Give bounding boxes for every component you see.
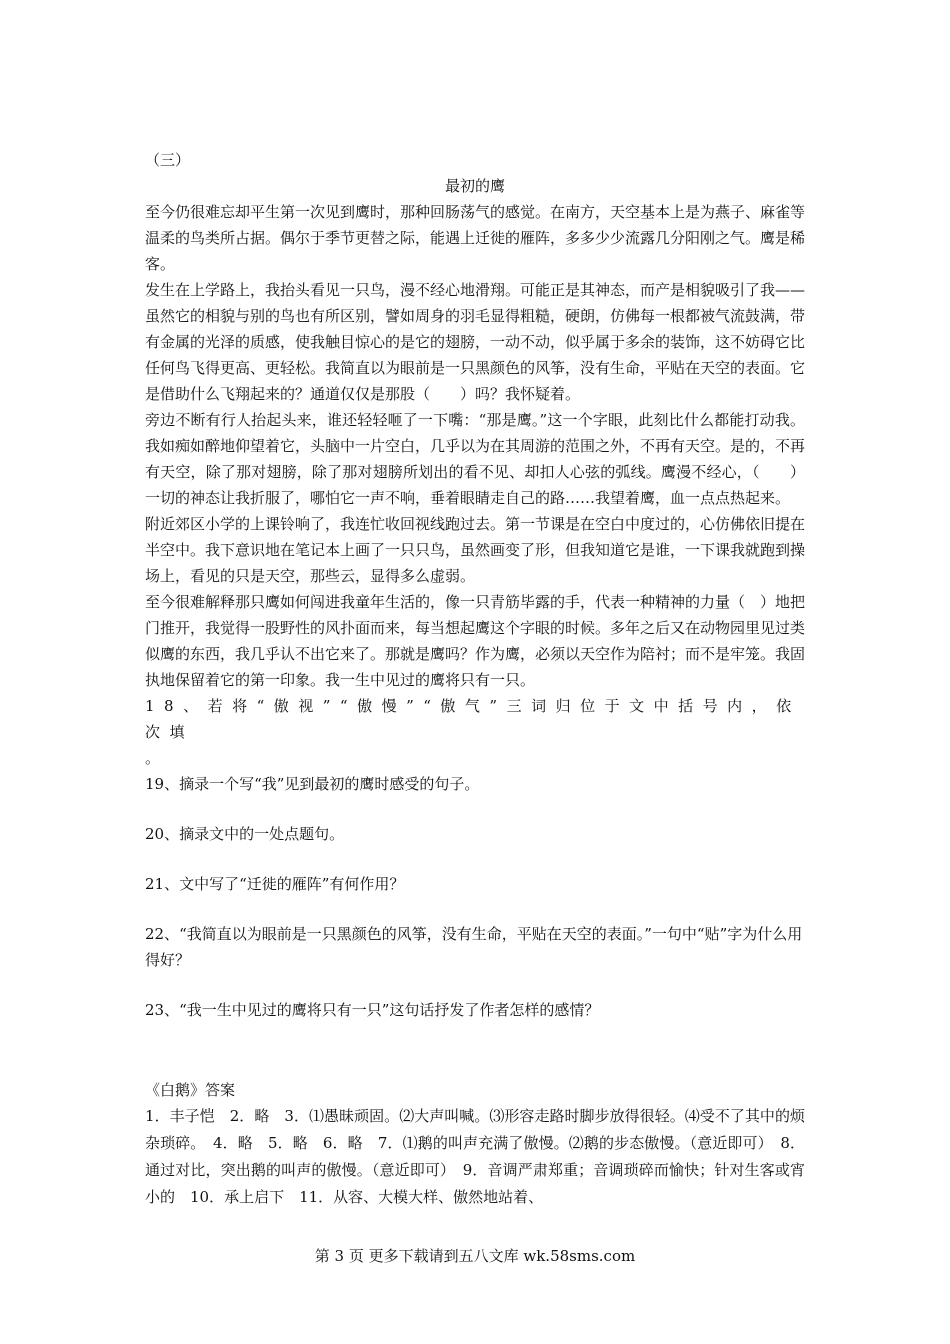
section-label: （三）	[145, 151, 191, 169]
question-19: 19、摘录一个写“我”见到最初的鹰时感受的句子。	[145, 775, 480, 793]
question-18-tail: 。	[145, 749, 161, 767]
paragraph-3: 旁边不断有行人抬起头来，谁还轻轻咂了一下嘴：“那是鹰。”这一个字眼，此刻比什么都能打动我。我如痴如醉地仰望着它，头脑中一片空白，几乎以为在其周游的范围之外，不再有天空。是的，不再有天空，除了那对翅膀，除了那对翅膀所划出的看不见、却扣人心弦的弧线。鹰漫不经心，（ ）一切的神态让我折服了，哪怕它一声不响，垂着眼睛走自己的路……我望着鹰，血一点点热起来。	[145, 411, 806, 507]
paragraph-5: 至今很难解释那只鹰如何闯进我童年生活的，像一只青筋毕露的手，代表一种精神的力量（ ）地把门推开，我觉得一股野性的风扑面而来，每当想起鹰这个字眼的时候。多年之后又在动物园里见过类似鹰的东西，我几乎认不出它来了。那就是鹰吗？作为鹰，必须以天空作为陪衬；而不是牢笼。我固执地保留着它的第一印象。我一生中见过的鹰将只有一只。	[145, 593, 806, 689]
question-18-text: 18、若将“傲视”“傲慢”“傲气”三词归位于文中括号内，依次填	[145, 697, 801, 741]
answers-body: 1．丰子恺 2．略 3．⑴愚昧顽固。⑵大声叫喊。⑶形容走路时脚步放得很轻。⑷受不了其中的烦杂琐碎。 4．略 5．略 6．略 7．⑴鹅的叫声充满了傲慢。⑵鹅的步态傲慢。（意近即可） 8．通过对比，突出鹅的叫声的傲慢。（意近即可） 9．音调严肃郑重；音调琐碎而愉快；针对生客或宵小的 10．承上启下 11．从容、大模大样、傲然地站着、	[145, 1107, 805, 1206]
question-20: 20、摘录文中的一处点题句。	[145, 825, 345, 843]
paragraph-1: 至今仍很难忘却平生第一次见到鹰时，那种回肠荡气的感觉。在南方，天空基本上是为燕子、麻雀等温柔的鸟类所占据。偶尔于季节更替之际，能遇上迁徙的雁阵，多多少少流露几分阳刚之气。鹰是稀客。	[145, 203, 806, 273]
paragraph-2: 发生在上学路上，我抬头看见一只鸟，漫不经心地滑翔。可能正是其神态，而产是相貌吸引了我——虽然它的相貌与别的鸟也有所区别，譬如周身的羽毛显得粗糙，硬朗，仿佛每一根都被气流鼓满，带有金属的光泽的质感，使我触目惊心的是它的翅膀，一动不动，似乎属于多余的装饰，这不妨碍它比任何鸟飞得更高、更轻松。我简直以为眼前是一只黑颜色的风筝，没有生命，平贴在天空的表面。它是借助什么飞翔起来的？通道仅仅是那股（ ）吗？我怀疑着。	[145, 281, 806, 403]
paragraph-4: 附近郊区小学的上课铃响了，我连忙收回视线跑过去。第一节课是在空白中度过的，心仿佛依旧提在半空中。我下意识地在笔记本上画了一只只鸟，虽然画变了形，但我知道它是谁，一下课我就跑到操场上，看见的只是天空，那些云，显得多么虚弱。	[145, 515, 806, 585]
answers-section	[145, 1077, 805, 1211]
page-footer: 第 3 页 更多下载请到五八文库 wk.58sms.com	[314, 1247, 636, 1265]
document-content	[145, 147, 805, 1211]
article-title: 最初的鹰	[444, 177, 505, 195]
question-18	[145, 693, 805, 771]
question-23: 23、“我一生中见过的鹰将只有一只”这句话抒发了作者怎样的感情？	[145, 1001, 600, 1019]
answers-title: 《白鹅》答案	[145, 1081, 236, 1099]
question-22: 22、“我简直以为眼前是一只黑颜色的风筝，没有生命，平贴在天空的表面。”一句中“贴”字为什么用得好？	[145, 925, 803, 969]
question-21: 21、文中写了“迁徙的雁阵”有何作用？	[145, 875, 405, 893]
